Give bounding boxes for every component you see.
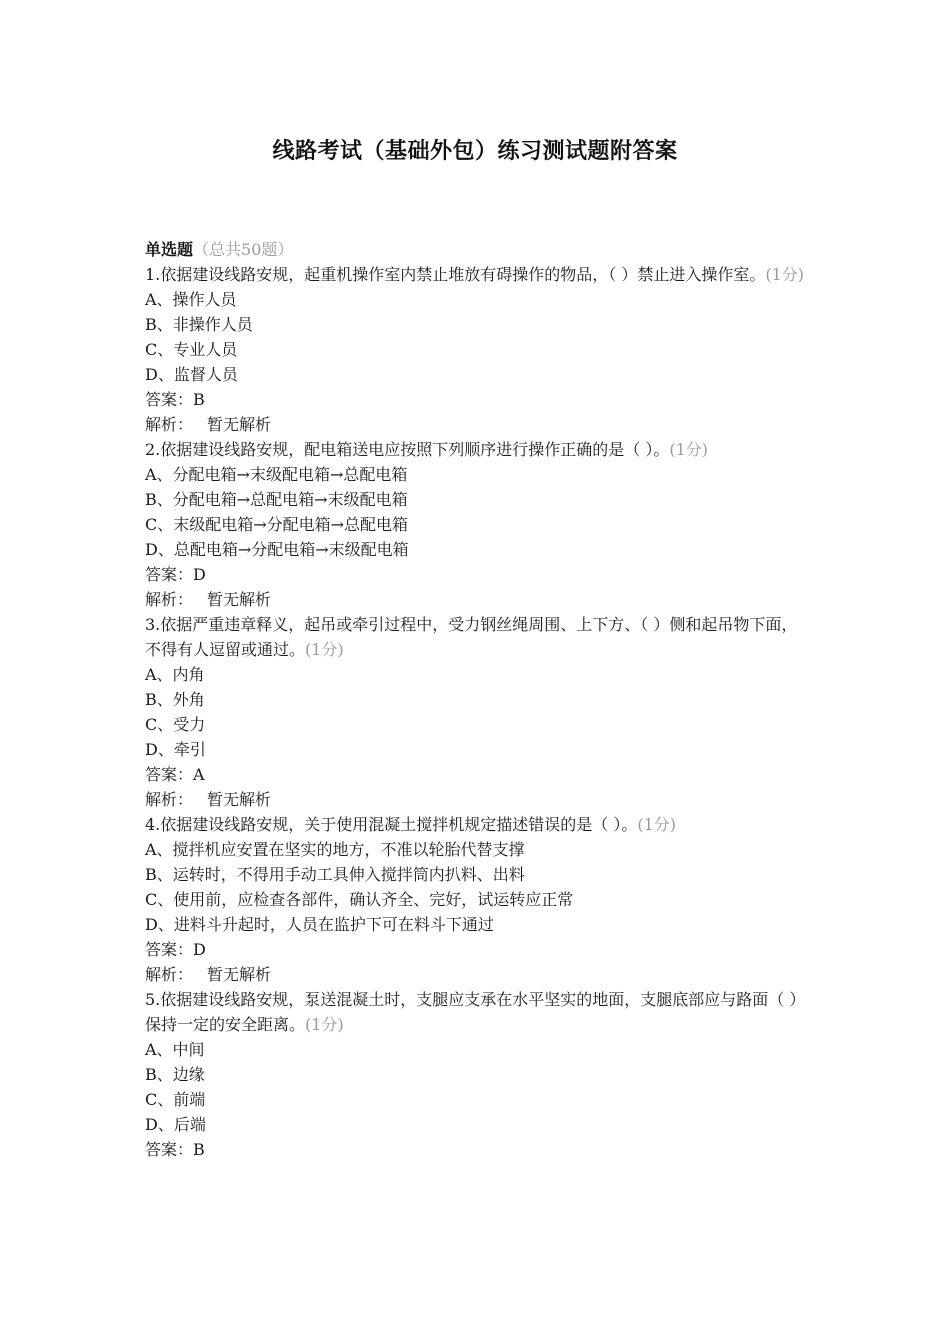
question-block (145, 437, 810, 612)
question-text: 5.依据建设线路安规，泵送混凝土时，支腿应支承在水平坚实的地面，支腿底部应与路面（ ）保持一定的安全距离。 (145, 990, 806, 1034)
answer-option: B、非操作人员 (145, 315, 253, 334)
question-score: (1分) (765, 265, 805, 284)
question-block (145, 262, 810, 437)
answer-label: 答案： (145, 390, 194, 409)
question-text: 4.依据建设线路安规，关于使用混凝土搅拌机规定描述错误的是（ ）。 (145, 815, 638, 834)
answer-line (145, 387, 810, 412)
explanation-value: 暂无解析 (207, 790, 272, 809)
answer-label: 答案： (145, 1140, 194, 1159)
answer-option: A、分配电箱→末级配电箱→总配电箱 (145, 465, 408, 484)
section-heading-label: 单选题 (145, 240, 194, 259)
answer-option: C、受力 (145, 715, 206, 734)
explanation-label: 解析： (145, 415, 194, 434)
answer-option: C、末级配电箱→分配电箱→总配电箱 (145, 515, 409, 534)
answer-option: A、中间 (145, 1040, 205, 1059)
answer-option: C、使用前，应检查各部件，确认齐全、完好，试运转应正常 (145, 890, 574, 909)
answer-line (145, 937, 810, 962)
questions-container (145, 262, 810, 1162)
explanation-label: 解析： (145, 965, 194, 984)
answer-value: B (193, 390, 205, 409)
question-block (145, 987, 810, 1162)
answer-value: A (193, 765, 205, 784)
question-text: 2.依据建设线路安规，配电箱送电应按照下列顺序进行操作正确的是（ ）。 (145, 440, 670, 459)
section-heading (145, 237, 810, 262)
answer-option: D、后端 (145, 1115, 206, 1134)
section-count-note: （总共50题） (193, 240, 294, 259)
question-stem (145, 437, 810, 462)
answer-option: D、监督人员 (145, 365, 238, 384)
answer-option: B、运转时，不得用手动工具伸入搅拌筒内扒料、出料 (145, 865, 525, 884)
explanation-line (145, 412, 810, 437)
question-score: (1分) (669, 440, 709, 459)
question-score: (1分) (305, 640, 344, 659)
answer-option: A、操作人员 (145, 290, 237, 309)
explanation-value: 暂无解析 (207, 965, 272, 984)
answer-line (145, 762, 810, 787)
answer-line (145, 1137, 810, 1162)
explanation-line (145, 587, 810, 612)
question-score: (1分) (637, 815, 677, 834)
answer-option: D、牵引 (145, 740, 206, 759)
question-score: (1分) (305, 1015, 344, 1034)
document-title: 线路考试（基础外包）练习测试题附答案 (272, 139, 678, 164)
answer-option: A、搅拌机应安置在坚实的地方，不准以轮胎代替支撑 (145, 840, 525, 859)
answer-label: 答案： (145, 565, 194, 584)
answer-option: B、分配电箱→总配电箱→末级配电箱 (145, 490, 408, 509)
explanation-label: 解析： (145, 590, 194, 609)
question-stem (145, 812, 810, 837)
answer-value: D (193, 940, 206, 959)
explanation-line (145, 787, 810, 812)
answer-label: 答案： (145, 940, 194, 959)
question-text: 3.依据严重违章释义，起吊或牵引过程中，受力钢丝绳周围、上下方、（ ）侧和起吊物下面，不得有人逗留或通过。 (145, 615, 798, 659)
answer-option: B、外角 (145, 690, 205, 709)
answer-option: C、前端 (145, 1090, 206, 1109)
explanation-label: 解析： (145, 790, 194, 809)
question-stem (145, 987, 810, 1037)
question-stem (145, 612, 810, 662)
answer-option: B、边缘 (145, 1065, 205, 1084)
answer-option: D、进料斗升起时，人员在监护下可在料斗下通过 (145, 915, 494, 934)
answer-option: C、专业人员 (145, 340, 238, 359)
answer-value: B (193, 1140, 205, 1159)
question-list (145, 237, 810, 1162)
explanation-value: 暂无解析 (207, 590, 272, 609)
answer-line (145, 562, 810, 587)
question-stem (145, 262, 810, 287)
answer-option: A、内角 (145, 665, 205, 684)
question-block (145, 612, 810, 812)
explanation-value: 暂无解析 (207, 415, 272, 434)
question-text: 1.依据建设线路安规，起重机操作室内禁止堆放有碍操作的物品，（ ）禁止进入操作室。 (145, 265, 766, 284)
answer-label: 答案： (145, 765, 194, 784)
answer-option: D、总配电箱→分配电箱→末级配电箱 (145, 540, 409, 559)
answer-value: D (193, 565, 206, 584)
question-block (145, 812, 810, 987)
explanation-line (145, 962, 810, 987)
